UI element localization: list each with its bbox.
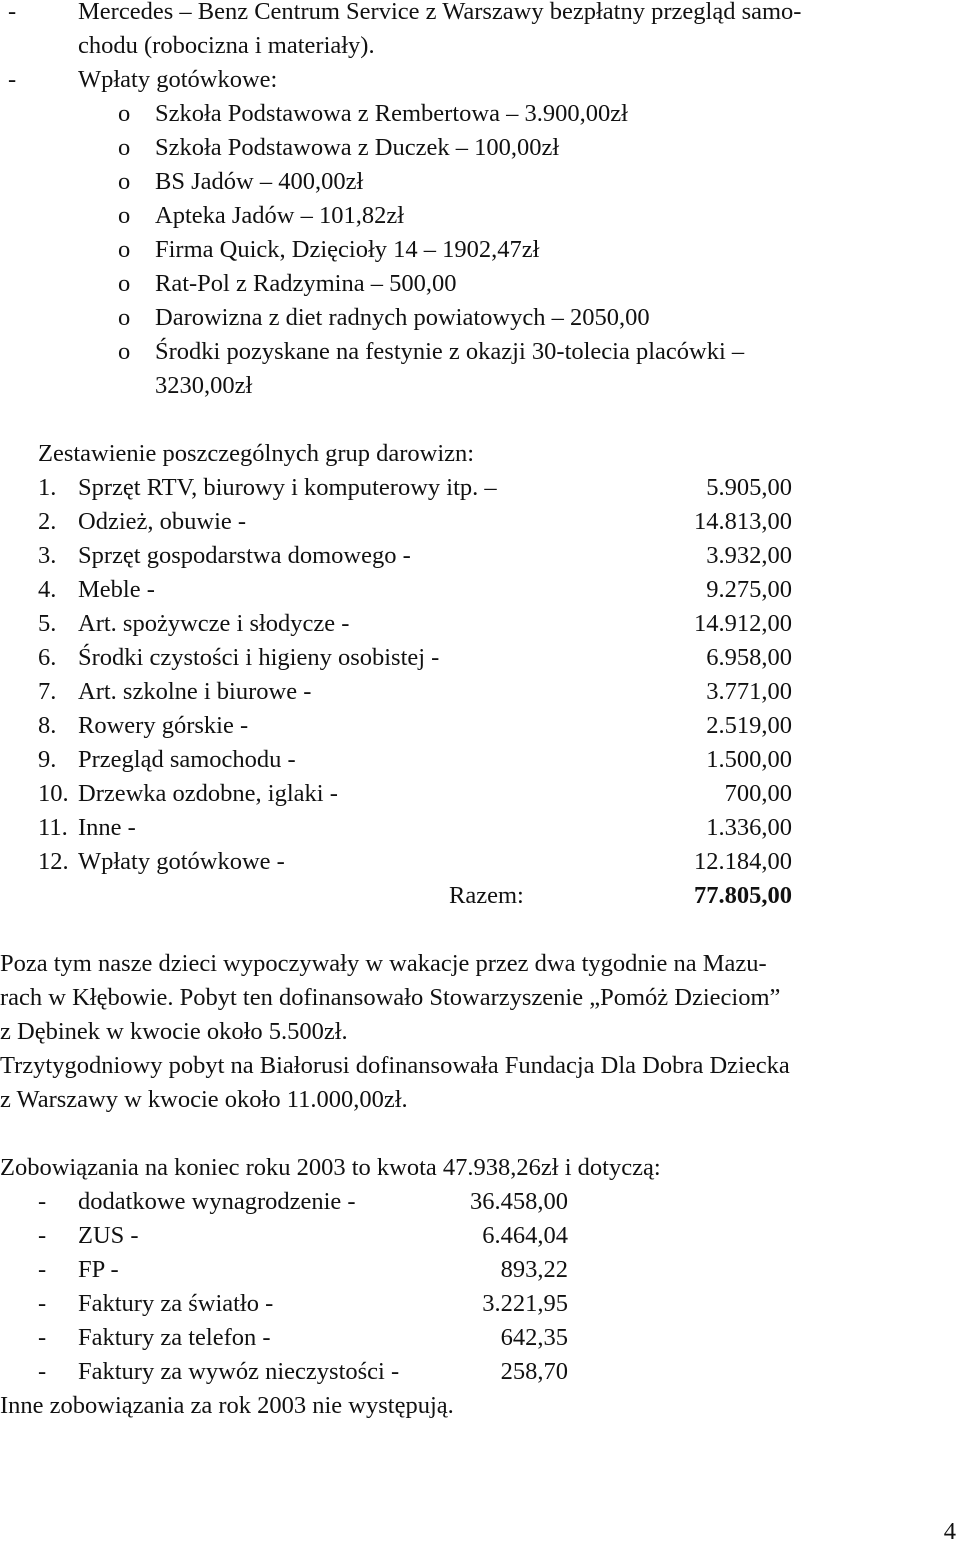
liability-label: Faktury za wywóz nieczystości - (78, 1358, 400, 1385)
total-value: 77.805,00 (694, 882, 792, 909)
payment-continuation: 3230,00zł (155, 372, 253, 399)
row-amount: 6.958,00 (706, 644, 792, 671)
payment-text: Firma Quick, Dzięcioły 14 – 1902,47zł (155, 236, 540, 263)
row-label: Odzież, obuwie - (78, 508, 247, 535)
row-label: Środki czystości i higieny osobistej - (78, 644, 440, 671)
liability-amount: 6.464,04 (482, 1222, 568, 1249)
circle-bullet: o (118, 202, 131, 229)
paragraph-line: z Warszawy w kwocie około 11.000,00zł. (0, 1086, 408, 1113)
liability-label: FP - (78, 1256, 119, 1283)
total-label: Razem: (449, 882, 524, 909)
dash-bullet: - (38, 1256, 47, 1283)
row-label: Przegląd samochodu - (78, 746, 296, 773)
payment-text: Darowizna z diet radnych powiatowych – 2050,00 (155, 304, 650, 331)
row-number: 8. (38, 712, 57, 739)
row-number: 4. (38, 576, 57, 603)
row-amount: 9.275,00 (706, 576, 792, 603)
payment-text: Szkoła Podstawowa z Rembertowa – 3.900,00zł (155, 100, 628, 127)
circle-bullet: o (118, 236, 131, 263)
row-label: Drzewka ozdobne, iglaki - (78, 780, 338, 807)
row-number: 9. (38, 746, 57, 773)
row-number: 11. (38, 814, 68, 841)
payment-text: Szkoła Podstawowa z Duczek – 100,00zł (155, 134, 560, 161)
payment-text: Apteka Jadów – 101,82zł (155, 202, 405, 229)
row-number: 6. (38, 644, 57, 671)
row-amount: 1.336,00 (706, 814, 792, 841)
circle-bullet: o (118, 270, 131, 297)
row-amount: 14.813,00 (694, 508, 792, 535)
intro-text: Mercedes – Benz Centrum Service z Warszawy bezpłatny przegląd samo- (78, 0, 802, 25)
row-amount: 12.184,00 (694, 848, 792, 875)
liability-amount: 3.221,95 (482, 1290, 568, 1317)
payment-text: BS Jadów – 400,00zł (155, 168, 364, 195)
circle-bullet: o (118, 338, 131, 365)
row-amount: 1.500,00 (706, 746, 792, 773)
payment-text: Rat-Pol z Radzymina – 500,00 (155, 270, 457, 297)
row-amount: 3.771,00 (706, 678, 792, 705)
dash-bullet: - (38, 1358, 47, 1385)
row-number: 3. (38, 542, 57, 569)
row-number: 10. (38, 780, 69, 807)
row-amount: 5.905,00 (706, 474, 792, 501)
circle-bullet: o (118, 100, 131, 127)
dash-bullet: - (8, 0, 17, 25)
intro-text: Wpłaty gotówkowe: (78, 66, 278, 93)
circle-bullet: o (118, 134, 131, 161)
summary-heading: Zestawienie poszczególnych grup darowizn: (38, 440, 475, 467)
liability-amount: 893,22 (500, 1256, 568, 1283)
row-number: 1. (38, 474, 57, 501)
circle-bullet: o (118, 168, 131, 195)
row-label: Art. szkolne i biurowe - (78, 678, 312, 705)
liabilities-heading: Zobowiązania na koniec roku 2003 to kwota 47.938,26zł i dotyczą: (0, 1154, 661, 1181)
row-label: Art. spożywcze i słodycze - (78, 610, 350, 637)
row-amount: 2.519,00 (706, 712, 792, 739)
paragraph-line: z Dębinek w kwocie około 5.500zł. (0, 1018, 348, 1045)
row-number: 5. (38, 610, 57, 637)
paragraph-line: rach w Kłębowie. Pobyt ten dofinansowało Stowarzyszenie „Pomóż Dzieciom” (0, 984, 781, 1011)
liabilities-footer: Inne zobowiązania za rok 2003 nie występują. (0, 1392, 454, 1419)
liability-label: Faktury za telefon - (78, 1324, 271, 1351)
row-number: 12. (38, 848, 69, 875)
dash-bullet: - (38, 1324, 47, 1351)
dash-bullet: - (38, 1222, 47, 1249)
row-label: Wpłaty gotówkowe - (78, 848, 285, 875)
liability-label: ZUS - (78, 1222, 139, 1249)
row-label: Inne - (78, 814, 136, 841)
paragraph-line: Poza tym nasze dzieci wypoczywały w wakacje przez dwa tygodnie na Mazu- (0, 950, 767, 977)
liability-amount: 258,70 (500, 1358, 568, 1385)
row-label: Sprzęt RTV, biurowy i komputerowy itp. – (78, 474, 497, 501)
payment-text: Środki pozyskane na festynie z okazji 30-tolecia placówki – (155, 338, 745, 365)
page-number: 4 (943, 1518, 956, 1545)
row-label: Rowery górskie - (78, 712, 249, 739)
intro-continuation: chodu (robocizna i materiały). (78, 32, 375, 59)
row-amount: 3.932,00 (706, 542, 792, 569)
circle-bullet: o (118, 304, 131, 331)
liability-label: dodatkowe wynagrodzenie - (78, 1188, 356, 1215)
paragraph-line: Trzytygodniowy pobyt na Białorusi dofinansowała Fundacja Dla Dobra Dziecka (0, 1052, 790, 1079)
row-number: 7. (38, 678, 57, 705)
row-amount: 700,00 (724, 780, 792, 807)
dash-bullet: - (8, 66, 17, 93)
liability-amount: 642,35 (500, 1324, 568, 1351)
row-number: 2. (38, 508, 57, 535)
liability-amount: 36.458,00 (470, 1188, 568, 1215)
dash-bullet: - (38, 1290, 47, 1317)
row-label: Meble - (78, 576, 155, 603)
row-label: Sprzęt gospodarstwa domowego - (78, 542, 411, 569)
dash-bullet: - (38, 1188, 47, 1215)
liability-label: Faktury za światło - (78, 1290, 274, 1317)
row-amount: 14.912,00 (694, 610, 792, 637)
